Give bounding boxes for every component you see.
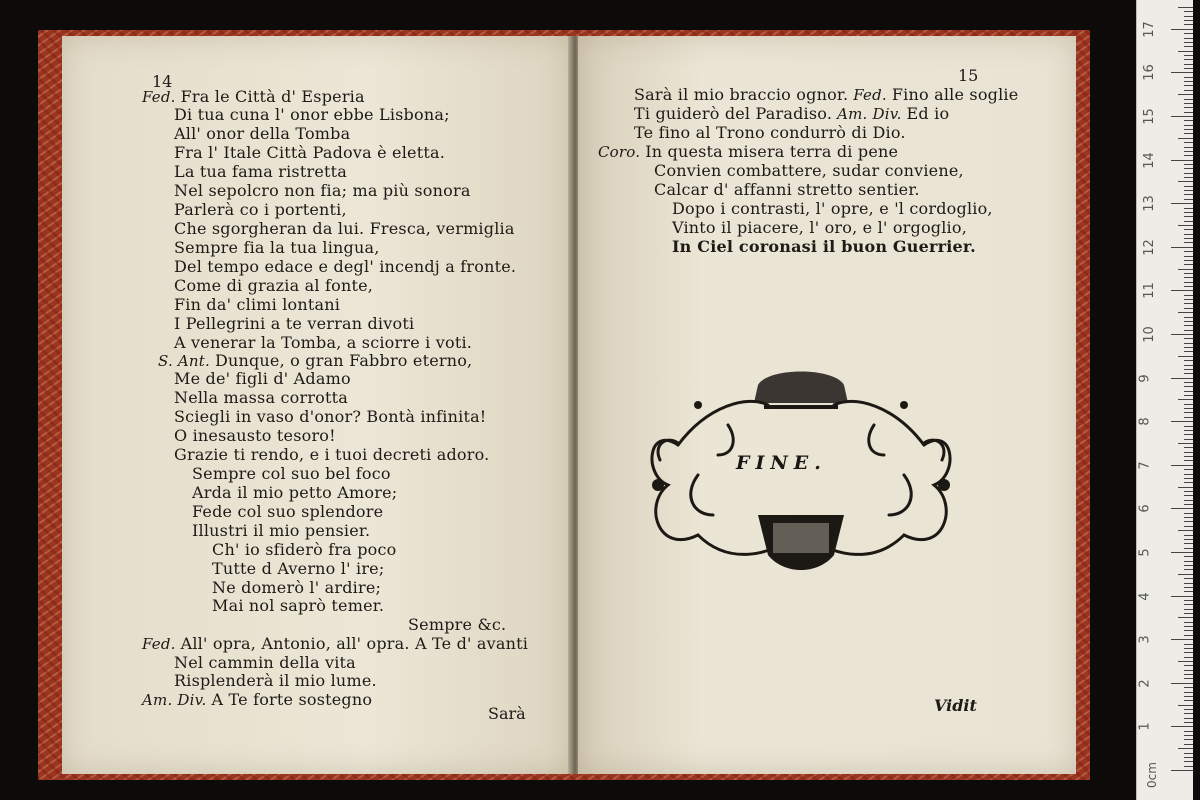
ruler-tick [1184,125,1193,126]
ruler-tick [1178,574,1193,575]
ruler-tick [1171,116,1193,117]
ruler-tick [1184,11,1193,12]
verse-text: Sempre fia la tua lingua, [174,238,380,257]
ruler-tick [1184,330,1193,331]
ruler-tick [1184,190,1193,191]
ruler-tick [1184,452,1193,453]
ruler-tick [1184,295,1193,296]
ruler-tick [1184,604,1193,605]
verse-line [158,352,472,370]
ruler-tick [1184,474,1193,475]
ruler-tick [1171,72,1193,73]
ruler-tick [1184,33,1193,34]
ruler-tick [1184,665,1193,666]
ruler-tick [1184,251,1193,252]
ruler-tick [1184,417,1193,418]
ruler-tick [1184,556,1193,557]
ruler-tick [1184,722,1193,723]
ruler-tick [1184,99,1193,100]
verse-text: In Ciel coronasi il buon Guerrier. [672,237,976,256]
ruler-tick [1184,526,1193,527]
measuring-ruler [1136,0,1193,800]
verse-line [142,635,528,653]
ruler-tick [1184,155,1193,156]
ruler-tick [1184,700,1193,701]
ruler-tick [1184,565,1193,566]
ruler-tick [1184,386,1193,387]
ruler-tick [1178,225,1193,226]
verse-line [408,616,506,634]
ruler-tick [1184,199,1193,200]
ruler-tick [1184,609,1193,610]
verse-text: I Pellegrini a te verran divoti [174,314,415,333]
ruler-tick [1171,596,1193,597]
ruler-tick [1184,535,1193,536]
ruler-tick [1184,622,1193,623]
ruler-tick [1184,696,1193,697]
ruler-tick [1184,242,1193,243]
ruler-tick [1184,338,1193,339]
ruler-tick [1184,85,1193,86]
verse-text: Nel cammin della vita [174,653,356,672]
verse-line [212,560,384,578]
ruler-tick [1184,391,1193,392]
ruler-label: 7 [1137,461,1153,470]
verse-text: Sciegli in vaso d'onor? Bontà infinita! [174,407,487,426]
verse-line [174,672,377,690]
ruler-tick [1184,678,1193,679]
ruler-tick [1184,757,1193,758]
catchword-left: Sarà [488,704,526,723]
ruler-tick [1184,569,1193,570]
ruler-tick [1184,369,1193,370]
verse-line [174,334,472,352]
ruler-label: 9 [1137,373,1153,383]
ruler-tick [1184,16,1193,17]
ruler-tick [1184,221,1193,222]
ruler-tick [1184,412,1193,413]
verse-line [142,88,365,106]
ruler-tick [1184,434,1193,435]
ruler-tick [1184,147,1193,148]
ruler-tick [1184,107,1193,108]
ruler-tick [1184,120,1193,121]
ruler-tick [1184,548,1193,549]
verse-text: Fede col suo splendore [192,502,384,521]
ruler-tick [1184,687,1193,688]
verse-line [654,181,920,199]
ruler-tick [1184,365,1193,366]
ruler-tick [1184,439,1193,440]
verse-line [672,238,976,256]
ruler-tick [1184,460,1193,461]
ruler-tick [1184,299,1193,300]
ruler-tick [1184,635,1193,636]
ruler-tick [1184,500,1193,501]
ruler-tick [1171,639,1193,640]
verse-text: All' opra, Antonio, all' opra. A Te d' avanti [180,634,529,653]
ruler-tick [1184,129,1193,130]
verse-line [174,408,486,426]
verse-text: Fra l' Itale Città Padova è eletta. [174,143,445,162]
speaker-label: Am. Div. [142,691,212,709]
speaker-label: Am. Div. [832,105,907,123]
ruler-tick [1184,24,1193,25]
ruler-tick [1184,208,1193,209]
verse-line [174,258,516,276]
verse-line [672,200,993,218]
ruler-tick [1184,38,1193,39]
ruler-tick [1171,378,1193,379]
ruler-tick [1178,356,1193,357]
ruler-tick [1171,770,1193,771]
ruler-tick [1178,51,1193,52]
ruler-tick [1184,212,1193,213]
ruler-tick [1184,731,1193,732]
ruler-tick [1178,487,1193,488]
speaker-label: Fed. [142,88,181,106]
ruler-tick [1171,421,1193,422]
ruler-tick [1184,739,1193,740]
ruler-tick [1178,705,1193,706]
verse-text: Come di grazia al fonte, [174,276,374,295]
ruler-label: 10 [1141,326,1157,343]
verse-text: Mai nol saprò temer. [212,596,385,615]
ruler-label: 1 [1137,722,1153,732]
ruler-tick [1184,260,1193,261]
ruler-tick [1184,308,1193,309]
ruler-label: 13 [1141,195,1157,212]
ruler-label: 12 [1141,239,1157,256]
verse-line [174,201,347,219]
verse-line [634,105,949,123]
page-number-right: 15 [958,66,979,85]
ruler-label: 5 [1137,548,1153,557]
verse-text: Che sgorgheran da lui. Fresca, vermiglia [174,219,515,238]
speaker-label: Fed. [848,86,892,104]
verse-line [192,484,397,502]
ruler-tick [1171,552,1193,553]
verse-text: Fino alle soglie [891,85,1019,104]
ruler-tick [1184,133,1193,134]
verse-line [174,446,489,464]
ruler-tick [1184,482,1193,483]
ruler-tick [1178,94,1193,95]
ruler-tick [1184,216,1193,217]
ruler-tick [1184,513,1193,514]
ruler-tick [1184,59,1193,60]
verse-line [174,239,380,257]
verse-text: Fin da' climi lontani [174,295,341,314]
ruler-tick [1184,395,1193,396]
verse-text: Parlerà co i portenti, [174,200,347,219]
ruler-tick [1184,626,1193,627]
ruler-tick [1184,77,1193,78]
verse-text: A venerar la Tomba, a sciorre i voti. [174,333,473,352]
verse-line [174,315,414,333]
ruler-tick [1184,194,1193,195]
verse-line [174,427,336,445]
verse-line [174,296,340,314]
verse-line [174,163,347,181]
ruler-label: 15 [1141,108,1157,125]
fine-ornament [638,365,964,593]
ruler-tick [1171,247,1193,248]
ruler-tick [1171,290,1193,291]
ruler-tick [1184,766,1193,767]
verse-text: Ti guiderò del Paradiso. [634,104,833,123]
ruler-tick [1184,173,1193,174]
ruler-tick [1184,517,1193,518]
ruler-tick [1171,203,1193,204]
ruler-tick [1171,160,1193,161]
ruler-tick [1184,692,1193,693]
speaker-label: Fed. [142,635,181,653]
left-page [62,36,572,774]
ruler-label: 6 [1137,504,1153,514]
ruler-tick [1178,269,1193,270]
ruler-tick [1184,81,1193,82]
verse-text: Nella massa corrotta [174,388,349,407]
ruler-label: 4 [1137,591,1153,601]
verse-line [174,144,445,162]
verse-line [174,220,515,238]
ruler-tick [1184,504,1193,505]
ruler-tick [1184,600,1193,601]
ruler-label: 11 [1141,282,1157,300]
ruler-tick [1184,478,1193,479]
verse-line [634,86,1018,104]
ruler-tick [1184,177,1193,178]
verse-text: All' onor della Tomba [174,124,351,143]
verse-text: Dopo i contrasti, l' opre, e 'l cordoglio, [672,199,993,218]
ruler-tick [1171,29,1193,30]
ruler-label: 17 [1141,21,1157,38]
ruler-tick [1184,303,1193,304]
ruler-tick [1184,164,1193,165]
ruler-tick [1184,256,1193,257]
ruler-label: 16 [1141,64,1157,82]
ruler-tick [1184,713,1193,714]
verse-text: Arda il mio petto Amore; [192,483,398,502]
ruler-tick [1184,652,1193,653]
verse-text: Fra le Città d' Esperia [180,87,365,106]
ruler-tick [1184,382,1193,383]
ruler-label: 3 [1137,635,1153,644]
verse-line [634,124,906,142]
ruler-tick [1184,142,1193,143]
verse-text: Calcar d' affanni stretto sentier. [654,180,920,199]
verse-text: Me de' figli d' Adamo [174,369,351,388]
ruler-tick [1184,273,1193,274]
verse-line [192,522,370,540]
ruler-tick [1184,657,1193,658]
ruler-tick [1184,613,1193,614]
ruler-tick [1171,334,1193,335]
page-number-left: 14 [152,72,173,91]
verse-line [212,597,384,615]
verse-text: Illustri il mio pensier. [192,521,371,540]
verse-line [174,182,471,200]
ruler-tick [1184,168,1193,169]
ruler-tick [1184,360,1193,361]
verse-text: Ch' io sfiderò fra poco [212,540,397,559]
ruler-tick [1184,644,1193,645]
ruler-tick [1184,648,1193,649]
verse-text: Risplenderà il mio lume. [174,671,377,690]
ruler-tick [1171,683,1193,684]
ruler-tick [1184,521,1193,522]
catchword-right: Vidit [934,696,977,715]
ruler-tick [1184,277,1193,278]
ruler-tick [1184,674,1193,675]
verse-text: Te fino al Trono condurrò di Dio. [634,123,906,142]
ruler-tick [1184,42,1193,43]
ruler-tick [1184,151,1193,152]
ruler-tick [1184,408,1193,409]
ruler-label: 14 [1141,151,1157,169]
verse-text: La tua fama ristretta [174,162,347,181]
ruler-tick [1184,282,1193,283]
ruler-tick [1184,753,1193,754]
ruler-tick [1178,617,1193,618]
ruler-tick [1184,347,1193,348]
fine-text: FINE. [736,452,827,474]
ruler-tick [1184,456,1193,457]
verse-text: Di tua cuna l' onor ebbe Lisbona; [174,105,450,124]
ruler-tick [1184,186,1193,187]
ruler-tick [1184,709,1193,710]
verse-text: Sempre &c. [408,615,507,634]
verse-text: Convien combattere, sudar conviene, [654,161,964,180]
verse-text: Sarà il mio braccio ognor. [634,85,849,104]
ruler-tick [1184,591,1193,592]
ruler-tick [1184,587,1193,588]
ruler-tick [1184,103,1193,104]
verse-text: Tutte d Averno l' ire; [212,559,385,578]
verse-line [174,389,348,407]
ruler-tick [1184,761,1193,762]
ruler-tick [1184,543,1193,544]
verse-line [192,503,383,521]
verse-line [174,106,450,124]
ruler-tick [1184,234,1193,235]
ruler-tick [1184,539,1193,540]
verse-line [174,654,356,672]
speaker-label: Coro. [598,143,646,161]
ruler-tick [1184,561,1193,562]
ruler-tick [1184,325,1193,326]
ruler-tick [1178,312,1193,313]
ruler-tick [1184,321,1193,322]
verse-line [192,465,391,483]
ruler-tick [1184,264,1193,265]
ruler-tick [1184,55,1193,56]
ruler-tick [1184,670,1193,671]
ruler-tick [1184,491,1193,492]
ruler-tick [1178,181,1193,182]
ruler-tick [1184,430,1193,431]
verse-line [174,277,373,295]
ruler-tick [1184,495,1193,496]
verse-line [174,125,350,143]
ruler-label: 8 [1137,417,1153,426]
ruler-tick [1184,229,1193,230]
ruler-tick [1184,469,1193,470]
ruler-tick [1184,64,1193,65]
verse-text: Vinto il piacere, l' oro, e l' orgoglio, [672,218,967,237]
ruler-tick [1178,7,1193,8]
ruler-label: 2 [1137,679,1153,688]
ruler-tick [1184,68,1193,69]
speaker-label: S. Ant. [158,352,215,370]
ruler-tick [1184,20,1193,21]
ruler-tick [1171,508,1193,509]
verse-line [174,370,351,388]
ruler-tick [1171,465,1193,466]
ruler-tick [1184,718,1193,719]
ruler-tick [1184,578,1193,579]
ruler-tick [1184,447,1193,448]
verse-text: Del tempo edace e degl' incendj a fronte. [174,257,517,276]
ruler-tick [1184,46,1193,47]
ruler-tick [1184,744,1193,745]
ruler-tick [1184,373,1193,374]
ruler-label: 0cm [1144,762,1159,788]
verse-line [212,541,396,559]
ruler-tick [1178,530,1193,531]
ruler-tick [1184,630,1193,631]
ruler-tick [1184,317,1193,318]
ruler-tick [1184,426,1193,427]
verse-line [598,143,898,161]
verse-text: Ed io [906,104,950,123]
verse-text: A Te forte sostegno [211,690,373,709]
ruler-tick [1184,583,1193,584]
verse-line [142,691,372,709]
verse-text: In questa misera terra di pene [645,142,899,161]
verse-text: Grazie ti rendo, e i tuoi decreti adoro. [174,445,490,464]
verse-text: Ne domerò l' ardire; [212,578,382,597]
ruler-tick [1171,726,1193,727]
ruler-tick [1178,661,1193,662]
verse-text: O inesausto tesoro! [174,426,336,445]
ruler-tick [1178,748,1193,749]
verse-text: Nel sepolcro non fia; ma più sonora [174,181,471,200]
ruler-tick [1178,443,1193,444]
ruler-tick [1184,735,1193,736]
ruler-tick [1178,399,1193,400]
ruler-tick [1184,90,1193,91]
ruler-tick [1184,286,1193,287]
ruler-tick [1184,238,1193,239]
ruler-tick [1184,112,1193,113]
verse-line [654,162,964,180]
verse-text: Sempre col suo bel foco [192,464,391,483]
verse-text: Dunque, o gran Fabbro eterno, [214,351,473,370]
verse-line [672,219,967,237]
ruler-tick [1184,343,1193,344]
ruler-tick [1178,138,1193,139]
ruler-tick [1184,404,1193,405]
verse-line [212,579,381,597]
ruler-tick [1184,351,1193,352]
